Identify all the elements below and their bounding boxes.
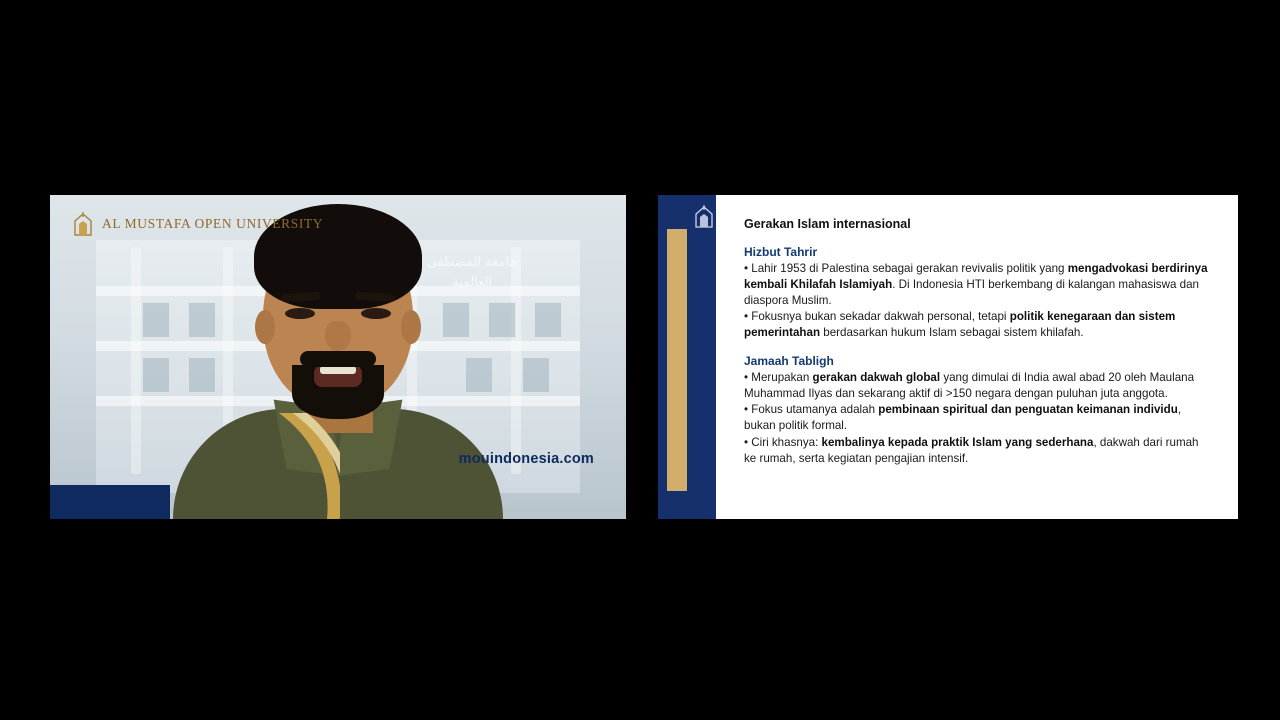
video-website-url: mouindonesia.com	[458, 451, 594, 467]
slide-section	[744, 245, 1208, 341]
slide-bullet: • Fokus utamanya adalah pembinaan spiritual dan penguatan keimanan individu, bukan politik formal.	[744, 403, 1182, 433]
video-logo-text: AL MUSTAFA OPEN UNIVERSITY	[102, 216, 324, 231]
arabic-watermark	[402, 253, 542, 305]
university-mark-icon	[72, 211, 94, 237]
slide-gold-strip-decoration	[667, 229, 687, 491]
slide-bullet: • Merupakan gerakan dakwah global yang dimulai di India awal abad 20 oleh Maulana Muhammad Ilyas dan sekarang aktif di >150 negara dengan puluhan juta anggota.	[744, 370, 1195, 400]
slide-sections	[744, 245, 1208, 466]
slide-section-heading: Hizbut Tahrir	[744, 245, 818, 259]
slide-bullet: • Ciri khasnya: kembalinya kepada praktik Islam yang sederhana, dakwah dari rumah ke rumah, serta kegiatan pengajian intensif.	[744, 435, 1199, 465]
arabic-watermark-line1: جامعة المصطفى	[426, 255, 518, 270]
shared-slide-pane[interactable]	[658, 195, 1238, 519]
slide-section	[744, 354, 1208, 467]
slide-title: Gerakan Islam internasional	[744, 217, 911, 231]
arabic-watermark-line2: العالمية	[451, 274, 493, 290]
slide-bullet: • Fokusnya bukan sekadar dakwah personal, tetapi politik kenegaraan dan sistem pemerintahan berdasarkan hukum Islam sebagai sistem khilafah.	[744, 310, 1176, 340]
speaker-video-pane[interactable]	[50, 195, 626, 519]
slide-section-heading: Jamaah Tabligh	[744, 353, 834, 368]
video-logo	[72, 211, 323, 237]
navy-block-decoration	[50, 485, 170, 519]
university-mark-icon	[692, 203, 716, 229]
slide-bullet: • Lahir 1953 di Palestina sebagai gerakan revivalis politik yang mengadvokasi berdirinya kembali Khilafah Islamiyah. Di Indonesia HTI berkembang di kalangan mahasiswa dan diaspora Muslim.	[744, 262, 1208, 307]
slide-content	[716, 195, 1238, 519]
